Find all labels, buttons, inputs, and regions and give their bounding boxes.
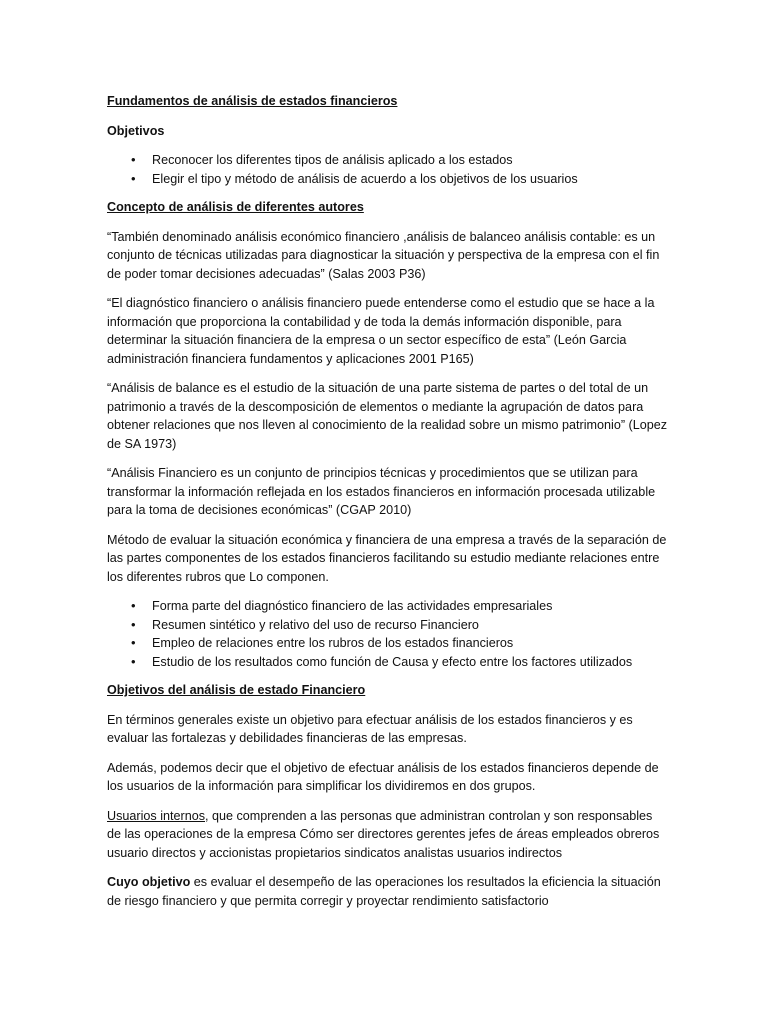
- list-item: [107, 653, 668, 672]
- paragraph-generales: En términos generales existe un objetivo para efectuar análisis de los estados financieros y es evaluar las fortalezas y debilidades financieras de las empresas.: [107, 712, 633, 745]
- paragraph-cuyo-objetivo: [107, 873, 668, 910]
- cuyo-objetivo-text: es evaluar el desempeño de las operaciones los resultados la eficiencia la situación de riesgo financiero y que permita corregir y proyectar rendimiento satisfactorio: [107, 875, 661, 908]
- list-item-text: Reconocer los diferentes tipos de análisis aplicado a los estados: [152, 153, 513, 167]
- bullet-icon: •: [131, 616, 136, 632]
- list-item-text: Elegir el tipo y método de análisis de acuerdo a los objetivos de los usuarios: [152, 171, 578, 186]
- list-item-text: Empleo de relaciones entre los rubros de los estados financieros: [152, 636, 514, 650]
- quote-salas: “También denominado análisis económico financiero ,análisis de balanceo análisis contable: es un conjunto de técnicas utilizadas para diagnosticar la situación y perspectiva de la empresa con el fin de poder tomar decisiones adecuadas” (Salas 2003 P36): [107, 229, 660, 281]
- quote-lopez-de-sa: “Análisis de balance es el estudio de la situación de una parte sistema de partes o del total de un patrimonio a través de la descomposición de elementos o mediante la agrupación de datos para obtener relaciones que nos lleven al conocimiento de la realidad sobre un mismo patrimonio” (Lopez de SA 1973): [107, 381, 668, 451]
- bullet-icon: •: [131, 152, 136, 167]
- bullet-icon: •: [131, 598, 136, 613]
- list-item: [107, 597, 668, 616]
- list-item-text: Forma parte del diagnóstico financiero de las actividades empresariales: [152, 599, 553, 613]
- cuyo-objetivo-label: Cuyo objetivo: [107, 875, 191, 889]
- usuarios-internos-text: , que comprenden a las personas que administran controlan y son responsables de las operaciones de la empresa Cómo ser directores gerentes jefes de áreas empleados obreros usuario directos y accionistas propietarios sindicatos analistas usuarios indirectos: [107, 808, 660, 860]
- metodo-list: [107, 597, 668, 671]
- quote-leon-garcia: “El diagnóstico financiero o análisis financiero puede entenderse como el estudio que se hace a la información que proporciona la contabilidad y de toda la demás información disponible, para determinar la situación financiera de la empresa o un sector específico de esta” (León Garcia administración financiera fundamentos y aplicaciones 2001 P165): [107, 296, 655, 366]
- paragraph-usuarios-internos: [107, 807, 668, 863]
- list-item: [107, 170, 668, 189]
- paragraph-ademas: Además, podemos decir que el objetivo de efectuar análisis de los estados financieros depende de los usuarios de la información para simplificar los dividiremos en dos grupos.: [107, 760, 659, 793]
- bullet-icon: •: [131, 170, 136, 186]
- objetivos-analisis-heading: Objetivos del análisis de estado Financiero: [107, 683, 366, 697]
- document-title: Fundamentos de análisis de estados financieros: [107, 94, 398, 108]
- list-item: [107, 634, 668, 653]
- list-item-text: Estudio de los resultados como función de Causa y efecto entre los factores utilizados: [152, 654, 633, 669]
- concepto-heading: Concepto de análisis de diferentes autores: [107, 200, 364, 214]
- objetivos-heading: Objetivos: [107, 123, 165, 138]
- usuarios-internos-label: Usuarios internos: [107, 808, 205, 823]
- list-item: [107, 616, 668, 635]
- bullet-icon: •: [131, 635, 136, 650]
- quote-cgap: “Análisis Financiero es un conjunto de principios técnicas y procedimientos que se utilizan para transformar la información reflejada en los estados financieros en información procesada utilizable para la toma de decisiones económicas” (CGAP 2010): [107, 466, 656, 517]
- list-item: [107, 151, 668, 170]
- list-item-text: Resumen sintético y relativo del uso de recurso Financiero: [152, 617, 479, 632]
- metodo-paragraph: Método de evaluar la situación económica y financiera de una empresa a través de la separación de las partes componentes de los estados financieros facilitando su estudio mediante relaciones entre los diferentes rubros que Lo componen.: [107, 532, 667, 584]
- bullet-icon: •: [131, 653, 136, 669]
- objetivos-list: [107, 151, 668, 188]
